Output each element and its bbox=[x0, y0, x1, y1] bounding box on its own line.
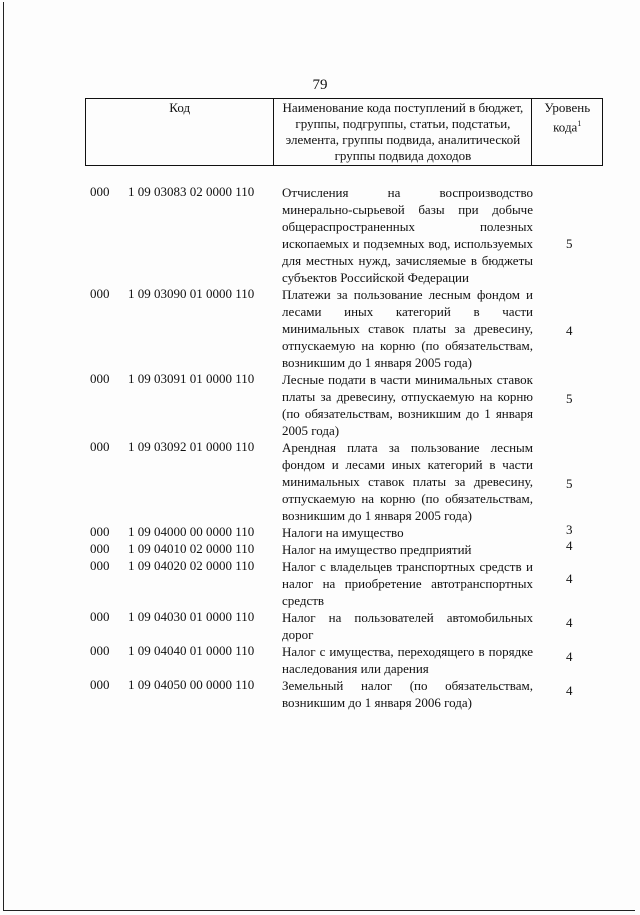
admin-code: 000 bbox=[90, 439, 110, 454]
income-name: Налог с владельцев транспортных средств и налог на приобретение автотранспортных средств bbox=[282, 559, 533, 608]
header-level-label: Уровень кода bbox=[544, 100, 591, 135]
admin-code: 000 bbox=[90, 558, 110, 573]
table-row bbox=[0, 439, 640, 524]
budget-code: 1 09 04030 01 0000 110 bbox=[128, 609, 255, 624]
table-row bbox=[0, 286, 640, 371]
header-name: Наименование кода поступлений в бюджет, группы, подгруппы, статьи, подстатьи, элемента, группы подвида, аналитической группы подвида доходов bbox=[274, 99, 532, 166]
page-number: 79 bbox=[312, 77, 328, 93]
column-header-table bbox=[85, 98, 603, 166]
table-row bbox=[0, 643, 640, 677]
code-level: 5 bbox=[566, 476, 573, 491]
income-name: Налог на пользователей автомобильных дорог bbox=[282, 610, 533, 642]
budget-code: 1 09 03091 01 0000 110 bbox=[128, 371, 255, 386]
footnote-marker: 1 bbox=[577, 119, 582, 128]
code-level: 5 bbox=[566, 391, 573, 406]
header-level bbox=[532, 99, 603, 166]
table-row bbox=[0, 524, 640, 541]
code-level: 4 bbox=[566, 649, 573, 664]
income-name: Арендная плата за пользование лесным фондом и лесами иных категорий в части минимальных ставок платы за древесину, отпускаемую на корню (по обязательствам, возникшим до 1 января 2005 года) bbox=[282, 440, 533, 523]
admin-code: 000 bbox=[90, 524, 110, 539]
code-level: 4 bbox=[566, 571, 573, 586]
code-level: 4 bbox=[566, 615, 573, 630]
code-level: 5 bbox=[566, 236, 573, 251]
table-row bbox=[0, 677, 640, 711]
admin-code: 000 bbox=[90, 677, 110, 692]
income-name: Земельный налог (по обязательствам, возникшим до 1 января 2006 года) bbox=[282, 678, 533, 710]
budget-code: 1 09 03090 01 0000 110 bbox=[128, 286, 255, 301]
table-row bbox=[0, 609, 640, 643]
code-level: 4 bbox=[566, 323, 573, 338]
admin-code: 000 bbox=[90, 184, 110, 199]
budget-code: 1 09 03083 02 0000 110 bbox=[128, 184, 255, 199]
admin-code: 000 bbox=[90, 286, 110, 301]
budget-code: 1 09 03092 01 0000 110 bbox=[128, 439, 255, 454]
budget-code: 1 09 04010 02 0000 110 bbox=[128, 541, 255, 556]
admin-code: 000 bbox=[90, 541, 110, 556]
code-level: 4 bbox=[566, 683, 573, 698]
budget-code: 1 09 04000 00 0000 110 bbox=[128, 524, 255, 539]
income-name: Лесные подати в части минимальных ставок платы за древесину, отпускаемую на корню (по обязательствам, возникшим до 1 января 2005 года) bbox=[282, 372, 533, 438]
table-row bbox=[0, 538, 640, 558]
code-level: 3 bbox=[566, 522, 573, 537]
table-row bbox=[0, 371, 640, 439]
income-name: Налоги на имущество bbox=[282, 525, 404, 540]
table-row bbox=[0, 558, 640, 609]
income-codes-list bbox=[0, 184, 640, 711]
income-name: Платежи за пользование лесным фондом и лесами иных категорий в части минимальных ставок платы за древесину, отпускаемую на корню (по обязательствам, возникшим до 1 января 2005 года) bbox=[282, 287, 533, 370]
income-name: Отчисления на воспроизводство минерально-сырьевой базы при добыче общераспространенных полезных ископаемых и подземных вод, используемых для местных нужд, зачисляемые в бюджеты субъектов Российской Федерации bbox=[282, 185, 533, 285]
budget-code: 1 09 04040 01 0000 110 bbox=[128, 643, 255, 658]
admin-code: 000 bbox=[90, 609, 110, 624]
table-row bbox=[0, 184, 640, 286]
income-name: Налог на имущество предприятий bbox=[282, 542, 472, 557]
admin-code: 000 bbox=[90, 371, 110, 386]
code-level: 4 bbox=[566, 538, 573, 553]
header-code: Код bbox=[86, 99, 274, 166]
admin-code: 000 bbox=[90, 643, 110, 658]
budget-code: 1 09 04020 02 0000 110 bbox=[128, 558, 255, 573]
income-name: Налог с имущества, переходящего в порядке наследования или дарения bbox=[282, 644, 533, 676]
budget-code: 1 09 04050 00 0000 110 bbox=[128, 677, 255, 692]
